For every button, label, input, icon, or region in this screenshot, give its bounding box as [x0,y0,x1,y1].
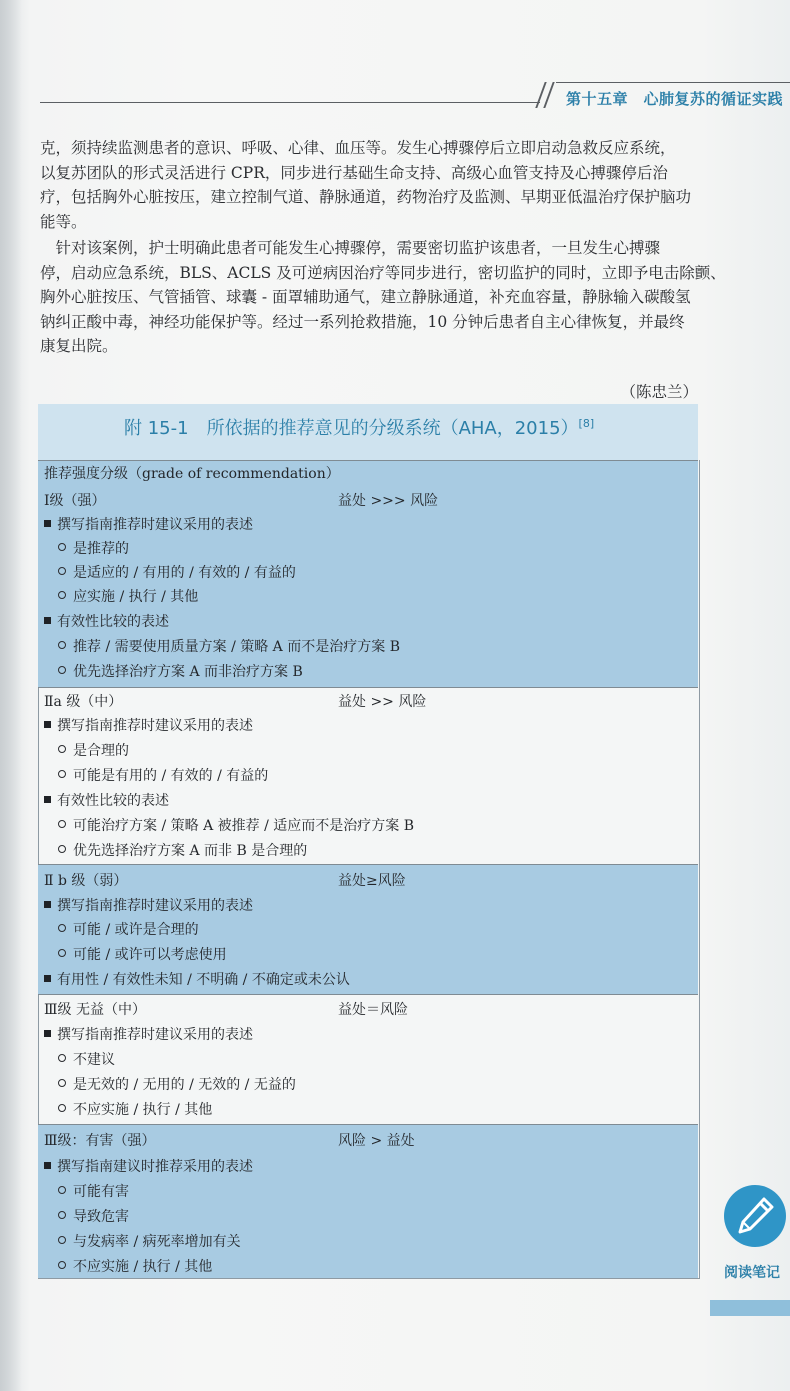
group-heading: 撰写指南推荐时建议采用的表述 [44,715,253,735]
list-item: 可能 / 或许是合理的 [58,919,199,939]
grade-label: Ⅱa 级（中） [44,694,123,710]
list-item: 推荐 / 需要使用质量方案 / 策略 A 而不是治疗方案 B [58,636,400,656]
circle-bullet-icon [58,1104,66,1112]
list-item: 导致危害 [58,1206,129,1226]
text-line: 克，须持续监测患者的意识、呼吸、心律、血压等。发生心搏骤停后立即启动急救反应系统， [40,139,676,157]
side-tab-bar [710,1300,790,1316]
list-item: 可能治疗方案 / 策略 A 被推荐 / 适应而不是治疗方案 B [58,815,414,835]
square-bullet-icon [44,721,51,728]
list-item: 与发病率 / 病死率增加有关 [58,1231,241,1251]
square-bullet-icon [44,1162,51,1169]
square-bullet-icon [44,975,51,982]
list-item: 可能 / 或许可以考虑使用 [58,944,227,964]
circle-bullet-icon [58,845,66,853]
group-heading: 有用性 / 有效性未知 / 不明确 / 不确定或未公认 [44,969,350,989]
list-item: 优先选择治疗方案 A 而非治疗方案 B [58,661,303,681]
appendix-title [124,414,594,440]
text-line: 疗，包括胸外心脏按压，建立控制气道、静脉通道，药物治疗及监测、早期亚低温治疗保护脑功 [40,188,692,206]
circle-bullet-icon [58,1211,66,1219]
circle-bullet-icon [58,1261,66,1269]
group-heading: 有效性比较的表述 [44,611,169,631]
circle-bullet-icon [58,567,66,575]
list-item: 不应实施 / 执行 / 其他 [58,1256,212,1276]
group-heading: 撰写指南建议时推荐采用的表述 [44,1156,253,1176]
list-item: 可能是有用的 / 有效的 / 有益的 [58,765,268,785]
risk-ratio: 益处＝风险 [338,1002,408,1018]
grade-label: Ⅲ级：有害（强） [44,1133,156,1149]
paragraph [40,136,700,234]
text-line: 以复苏团队的形式灵活进行 CPR，同步进行基础生命支持、高级心血管支持及心搏骤停后治 [40,163,668,182]
square-bullet-icon [44,796,51,803]
risk-ratio: 益处≥风险 [338,873,406,889]
group-heading: 有效性比较的表述 [44,790,169,810]
text-line: 针对该案例，护士明确此患者可能发生心搏骤停，需要密切监护该患者，一旦发生心搏骤 [40,239,661,257]
grade-label: Ⅰ级（强） [44,493,106,509]
pen-icon-graphic [724,1185,786,1247]
appendix-title-text: 附 15-1 所依据的推荐意见的分级系统（AHA，2015） [124,418,579,439]
circle-bullet-icon [58,770,66,778]
group-heading: 撰写指南推荐时建议采用的表述 [44,514,253,534]
list-item: 是无效的 / 无用的 / 无效的 / 无益的 [58,1074,296,1094]
row-divider [38,1124,698,1125]
reading-notes-label: 阅读笔记 [724,1265,780,1281]
text-line: 停，启动应急系统，BLS、ACLS 及可逆病因治疗等同步进行，密切监护的同时，立即予电击除颤、 [40,263,726,282]
list-item: 是适应的 / 有用的 / 有效的 / 有益的 [58,562,296,582]
list-item: 不建议 [58,1049,115,1069]
binding-shadow [0,0,22,1391]
row-divider [38,687,698,688]
list-item: 可能有害 [58,1181,129,1201]
list-item: 优先选择治疗方案 A 而非 B 是合理的 [58,840,307,860]
pen-icon [724,1185,786,1247]
square-bullet-icon [44,520,51,527]
chapter-title: 第十五章 心肺复苏的循证实践 [566,90,784,108]
text-line: 钠纠正酸中毒，神经功能保护等。经过一系列抢救措施，10 分钟后患者自主心律恢复，并最终 [40,312,685,331]
circle-bullet-icon [58,543,66,551]
circle-bullet-icon [58,1079,66,1087]
circle-bullet-icon [58,1186,66,1194]
group-heading: 撰写指南推荐时建议采用的表述 [44,895,253,915]
text-line: 能等。 [40,212,87,231]
circle-bullet-icon [58,666,66,674]
list-item: 应实施 / 执行 / 其他 [58,586,198,606]
author-signature: （陈忠兰） [620,383,698,401]
group-heading: 撰写指南推荐时建议采用的表述 [44,1024,253,1044]
text-line: 康复出院。 [40,337,118,355]
circle-bullet-icon [58,949,66,957]
square-bullet-icon [44,1030,51,1037]
circle-bullet-icon [58,1236,66,1244]
header-rule [40,102,540,103]
circle-bullet-icon [58,745,66,753]
circle-bullet-icon [58,924,66,932]
circle-bullet-icon [58,1054,66,1062]
list-item: 不应实施 / 执行 / 其他 [58,1099,212,1119]
circle-bullet-icon [58,820,66,828]
risk-ratio: 益处 >>> 风险 [338,493,439,509]
grade-label: Ⅱ b 级（弱） [44,873,128,889]
square-bullet-icon [44,617,51,624]
circle-bullet-icon [58,641,66,649]
circle-bullet-icon [58,591,66,599]
appendix-ref: [8] [578,417,595,430]
grade-label: Ⅲ级 无益（中） [44,1002,146,1018]
table-header-label: 推荐强度分级（grade of recommendation） [44,466,340,482]
risk-ratio: 风险 > 益处 [338,1133,415,1149]
list-item: 是推荐的 [58,538,129,558]
list-item: 是合理的 [58,740,129,760]
paragraph [40,236,726,359]
text-line: 胸外心脏按压、气管插管、球囊 - 面罩辅助通气，建立静脉通道，补充血容量，静脉输入碳酸氢 [40,288,691,306]
row-divider [38,994,698,995]
risk-ratio: 益处 >> 风险 [338,694,427,710]
row-divider [38,864,698,865]
square-bullet-icon [44,901,51,908]
